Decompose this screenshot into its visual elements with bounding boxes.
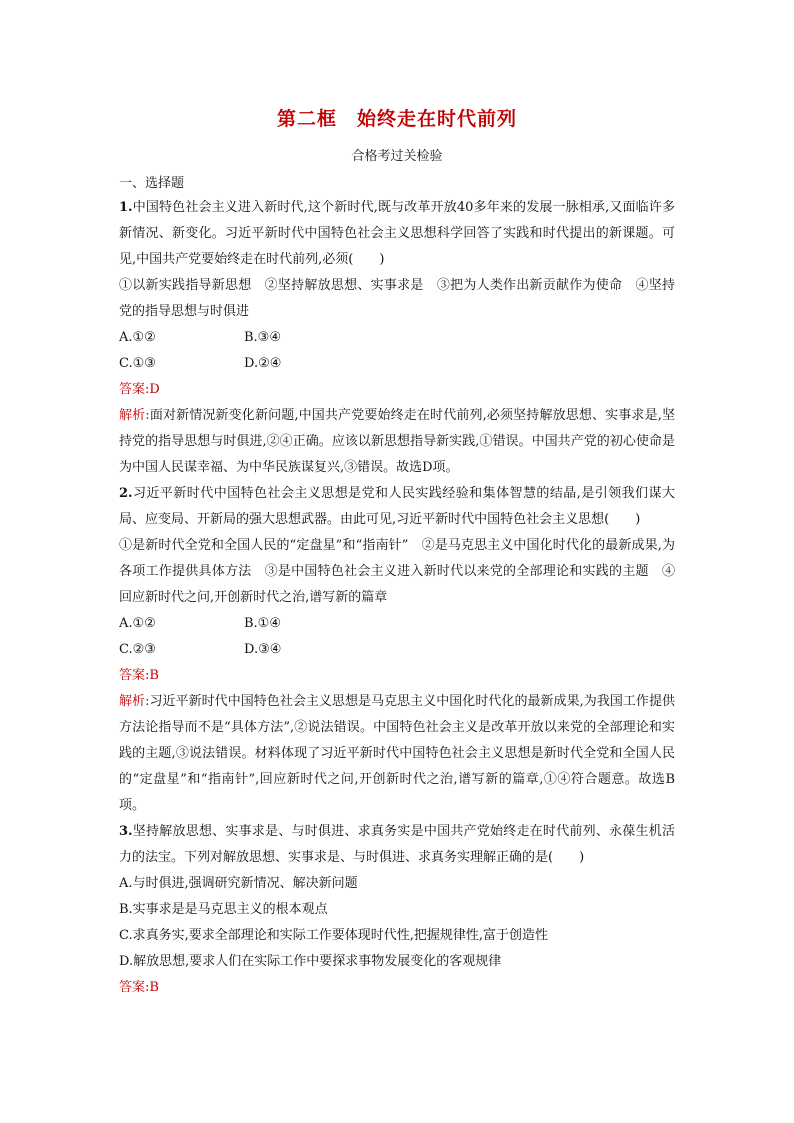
- option-b: B.③④: [244, 330, 281, 345]
- analysis-text: 习近平新时代中国特色社会主义思想是马克思主义中国化时代化的最新成果,为我国工作提供方法论指导而不是“具体方法”,②说法错误。中国特色社会主义是改革开放以来党的全部理论和实践的主题,③说法错误。材料体现了习近平新时代中国特色社会主义思想是新时代全党和全国人民的“定盘星”和“指南针”,回应新时代之问,开创新时代之治,谱写新的篇章,①④符合题意。故选B项。: [119, 694, 675, 813]
- option-d: D.③④: [244, 642, 282, 657]
- option-d: D.②④: [244, 356, 282, 371]
- page-title: 第二框 始终走在时代前列: [276, 108, 517, 130]
- options-row: [119, 637, 675, 663]
- question-2: [119, 481, 675, 819]
- question-stem: [119, 819, 675, 871]
- analysis-label: 解析:: [119, 408, 150, 423]
- question-text: 坚持解放思想、实事求是、与时俱进、求真务实是中国共产党始终走在时代前列、永葆生机活力的法宝。下列对解放思想、实事求是、与时俱进、求真务实理解正确的是( ): [119, 824, 675, 865]
- question-number: 2.: [119, 486, 133, 501]
- answer: 答案:B: [119, 980, 159, 995]
- option-d: D.解放思想,要求人们在实际工作中要探求事物发展变化的客观规律: [119, 954, 502, 969]
- question-number: 3.: [119, 824, 133, 839]
- question-statements: ①是新时代全党和全国人民的“定盘星”和“指南针” ②是马克思主义中国化时代化的最新成果,为各项工作提供具体方法 ③是中国特色社会主义进入新时代以来党的全部理论和实践的主题 ④回应新时代之问,开创新时代之治,谱写新的篇章: [119, 538, 675, 605]
- section-heading: 一、选择题: [119, 176, 185, 191]
- answer: 答案:B: [119, 668, 159, 683]
- question-statements: ①以新实践指导新思想 ②坚持解放思想、实事求是 ③把为人类作出新贡献作为使命 ④坚持党的指导思想与时俱进: [119, 278, 675, 319]
- option-a: A.与时俱进,强调研究新情况、解决新问题: [119, 876, 358, 891]
- document-content: [119, 105, 675, 1001]
- option-a: A.①②: [119, 330, 156, 345]
- answer: 答案:D: [119, 382, 160, 397]
- options-row: [119, 611, 675, 637]
- question-1: [119, 195, 675, 481]
- options-row: [119, 325, 675, 351]
- option-a: A.①②: [119, 616, 156, 631]
- options-row: [119, 351, 675, 377]
- analysis-label: 解析:: [119, 694, 150, 709]
- option-c: C.求真务实,要求全部理论和实际工作要体现时代性,把握规律性,富于创造性: [119, 928, 549, 943]
- page-subtitle: 合格考过关检验: [351, 149, 443, 164]
- option-c: C.②③: [119, 642, 156, 657]
- analysis: [119, 689, 675, 819]
- question-number: 1.: [119, 200, 133, 215]
- option-b: B.实事求是是马克思主义的根本观点: [119, 902, 328, 917]
- option-c: C.①③: [119, 356, 156, 371]
- analysis-text: 面对新情况新变化新问题,中国共产党要始终走在时代前列,必须坚持解放思想、实事求是,坚持党的指导思想与时俱进,②④正确。应该以新思想指导新实践,①错误。中国共产党的初心使命是为中国人民谋幸福、为中华民族谋复兴,③错误。故选D项。: [119, 408, 675, 475]
- question-stem: [119, 195, 675, 273]
- question-text: 中国特色社会主义进入新时代,这个新时代,既与改革开放40多年来的发展一脉相承,又面临许多新情况、新变化。习近平新时代中国特色社会主义思想科学回答了实践和时代提出的新课题。可见,中国共产党要始终走在时代前列,必须( ): [119, 200, 675, 267]
- question-stem: [119, 481, 675, 533]
- question-text: 习近平新时代中国特色社会主义思想是党和人民实践经验和集体智慧的结晶,是引领我们谋大局、应变局、开新局的强大思想武器。由此可见,习近平新时代中国特色社会主义思想( ): [119, 486, 675, 527]
- analysis: [119, 403, 675, 481]
- option-b: B.①④: [244, 616, 281, 631]
- question-3: [119, 819, 675, 1001]
